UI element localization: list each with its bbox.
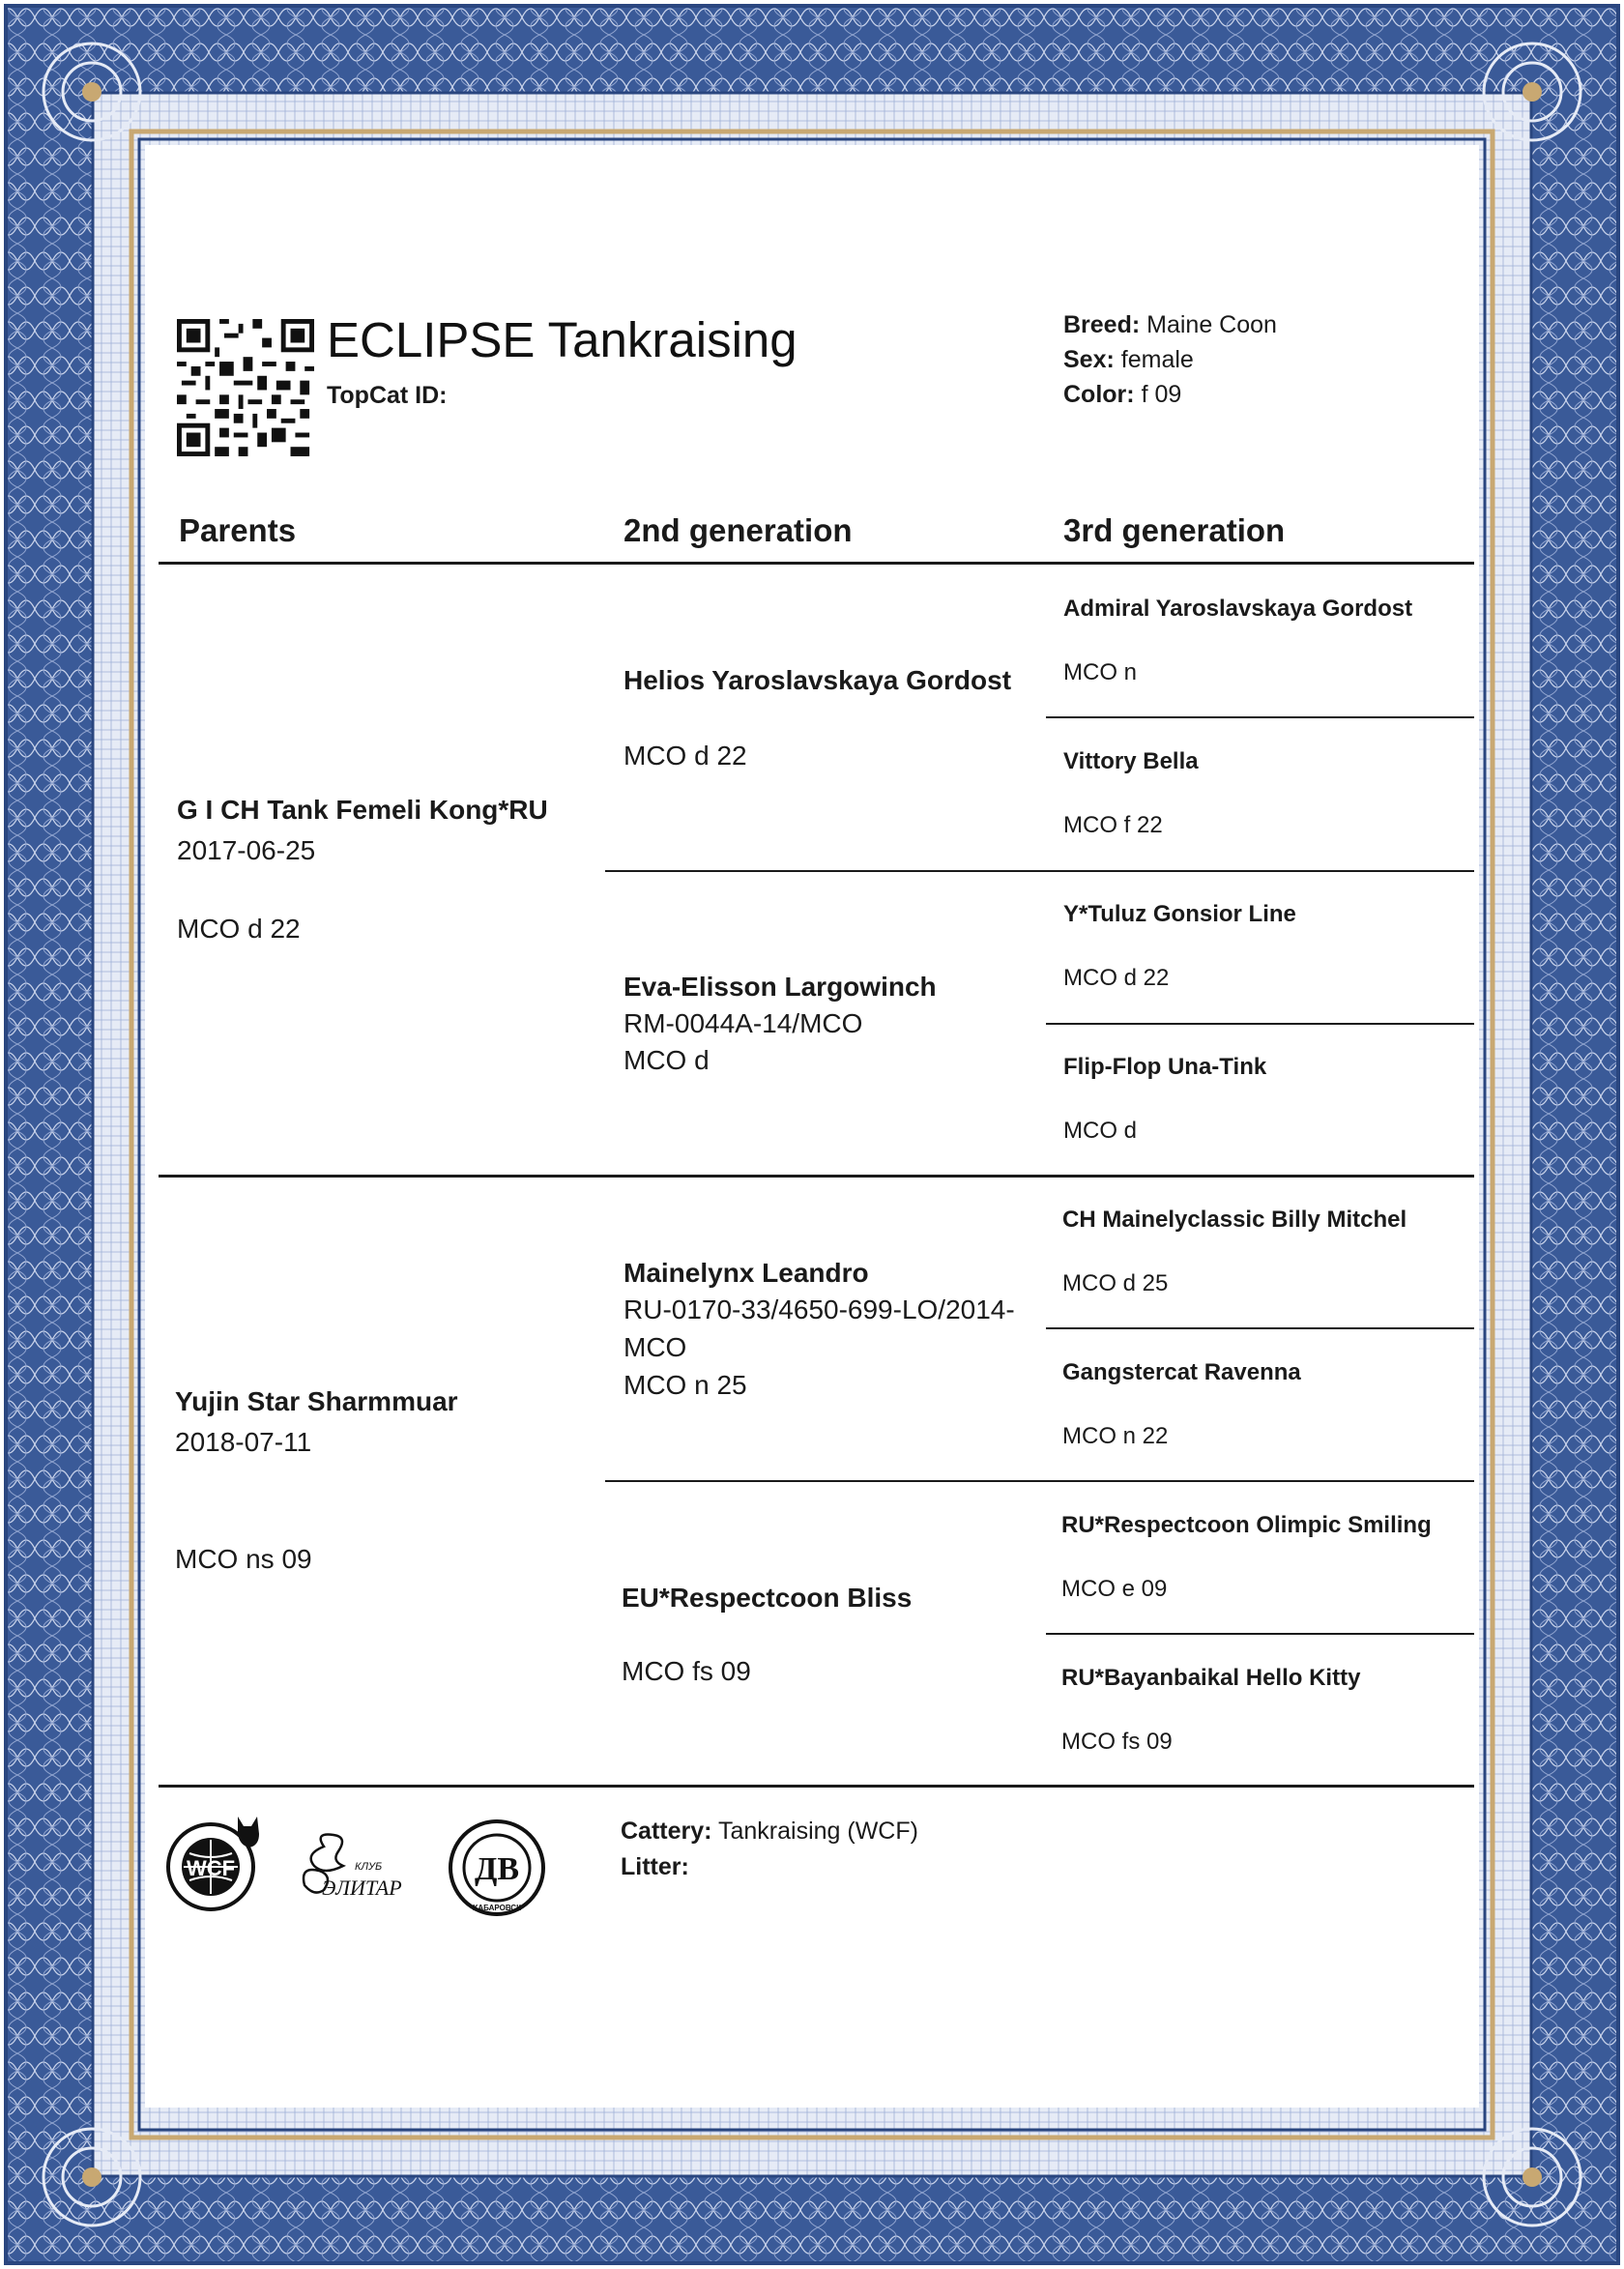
dam-color: MCO ns 09 [175, 1544, 312, 1574]
gen2-separator [605, 1480, 1474, 1482]
gen3-name: Y*Tuluz Gonsior Line [1063, 901, 1296, 927]
gen2-registration: RM-0044A-14/MCO [624, 1008, 863, 1038]
qr-code-icon [177, 319, 314, 456]
cat-name-title: ECLIPSE Tankraising [327, 312, 798, 367]
dam-name: Yujin Star Sharmmuar [175, 1386, 458, 1416]
cattery-label: Cattery: [621, 1818, 712, 1845]
header-2nd-generation: 2nd generation [624, 512, 853, 548]
gen3-color: MCO d 25 [1062, 1270, 1169, 1296]
gen2-registration: RU-0170-33/4650-699-LO/2014- [624, 1294, 1015, 1324]
gen2-color: MCO d 22 [624, 741, 747, 771]
footer-separator [159, 1785, 1474, 1788]
gen3-separator [1046, 1327, 1474, 1329]
gen3-color: MCO d 22 [1063, 965, 1170, 991]
color-label: Color: [1063, 381, 1135, 408]
gen2-name: Helios Yaroslavskaya Gordost [624, 665, 1012, 695]
cattery-value: Tankraising (WCF) [717, 1818, 918, 1845]
elitar-club-text: ЭЛИТАР [322, 1876, 402, 1900]
breed-label: Breed: [1063, 311, 1141, 338]
sire-color: MCO d 22 [177, 914, 301, 944]
dv-club-text: ДВ [474, 1851, 520, 1887]
color-line [1063, 381, 1181, 409]
gen3-color: MCO fs 09 [1061, 1729, 1173, 1755]
wcf-logo-icon [162, 1811, 267, 1915]
litter-label: Litter: [621, 1853, 689, 1880]
header-3rd-generation: 3rd generation [1063, 512, 1286, 548]
gen2-registration-cont: MCO [624, 1332, 687, 1362]
dv-club-caption: ХАБАРОВСК [473, 1904, 521, 1912]
gen3-name: Gangstercat Ravenna [1062, 1359, 1301, 1385]
gen3-color: MCO f 22 [1063, 812, 1163, 838]
elitar-club-caption: КЛУБ [355, 1861, 383, 1873]
gen3-separator [1046, 1633, 1474, 1635]
sire-dam-separator [159, 1175, 1474, 1178]
wcf-logo-text: WCF [186, 1856, 236, 1880]
gen3-color: MCO e 09 [1061, 1576, 1168, 1602]
breed-value: Maine Coon [1146, 311, 1277, 338]
sex-value: female [1120, 346, 1194, 373]
dv-club-logo-icon [447, 1818, 548, 1919]
gen2-color: MCO fs 09 [622, 1656, 751, 1686]
gen2-color: MCO d [624, 1045, 710, 1075]
topcat-id-label: TopCat ID: [327, 382, 448, 409]
cattery-line [621, 1818, 918, 1846]
gen3-name: RU*Respectcoon Olimpic Smiling [1061, 1512, 1432, 1538]
gen2-color: MCO n 25 [624, 1370, 747, 1400]
gen3-separator [1046, 716, 1474, 718]
gen2-name: EU*Respectcoon Bliss [622, 1583, 913, 1613]
sex-line [1063, 346, 1194, 374]
gen3-separator [1046, 1023, 1474, 1025]
sire-dob: 2017-06-25 [177, 835, 316, 865]
breed-line [1063, 311, 1277, 339]
certificate-paper [145, 145, 1479, 2108]
sire-name: G I CH Tank Femeli Kong*RU [177, 795, 548, 825]
gen3-name: RU*Bayanbaikal Hello Kitty [1061, 1665, 1361, 1691]
gen3-name: Flip-Flop Una-Tink [1063, 1054, 1267, 1080]
color-value: f 09 [1141, 381, 1182, 408]
gen3-name: Admiral Yaroslavskaya Gordost [1063, 596, 1413, 622]
header-parents: Parents [179, 512, 297, 548]
gen2-name: Eva-Elisson Largowinch [624, 972, 937, 1002]
header-separator [159, 562, 1474, 565]
gen3-color: MCO n 22 [1062, 1423, 1169, 1449]
gen3-color: MCO n [1063, 659, 1138, 685]
dam-dob: 2018-07-11 [175, 1427, 312, 1457]
elitar-club-logo-icon [295, 1827, 406, 1905]
sex-label: Sex: [1063, 346, 1115, 373]
gen2-separator [605, 870, 1474, 872]
gen2-name: Mainelynx Leandro [624, 1258, 869, 1288]
gen3-name: CH Mainelyclassic Billy Mitchel [1062, 1207, 1407, 1233]
gen3-color: MCO d [1063, 1118, 1138, 1144]
gen3-name: Vittory Bella [1063, 748, 1199, 774]
